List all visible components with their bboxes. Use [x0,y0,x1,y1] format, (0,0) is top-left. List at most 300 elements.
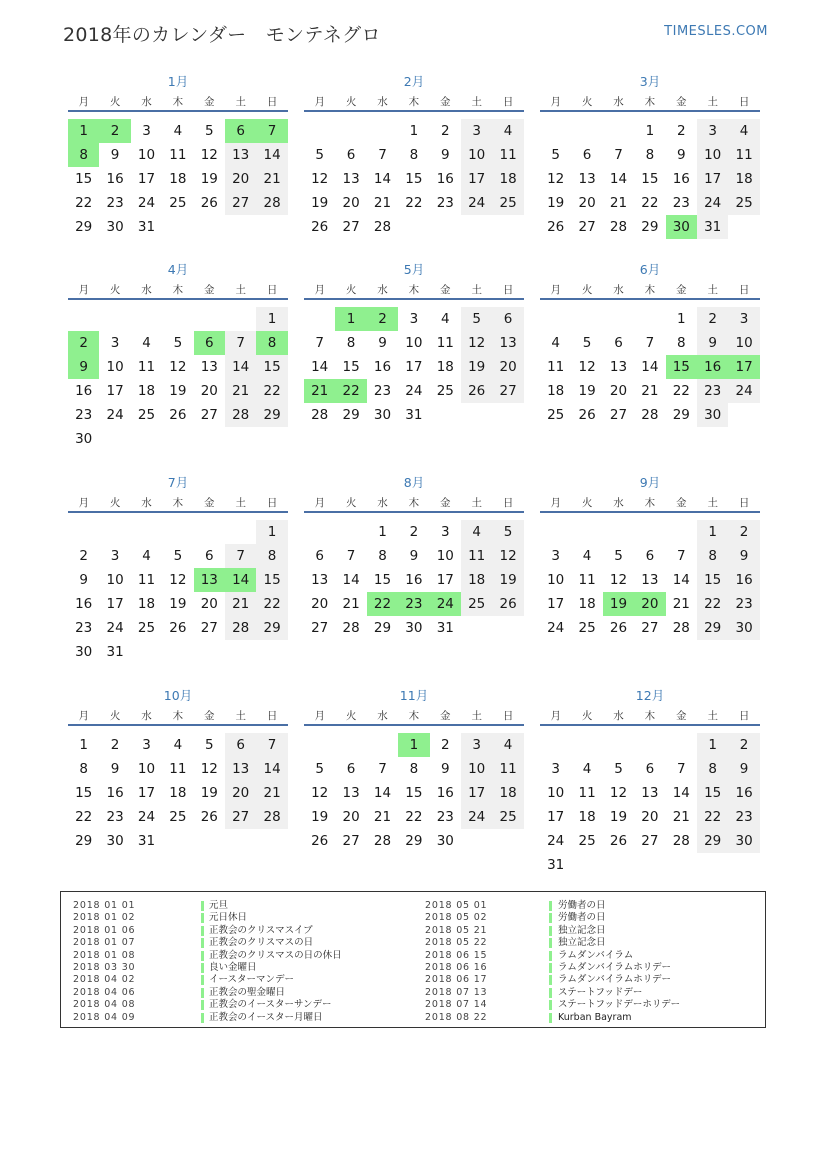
calendar-day: 24 [405,383,423,399]
calendar-day: 5 [492,520,523,544]
weekday-label: 土 [471,96,482,108]
calendar-day: 2 [110,737,120,753]
calendar-day: 31 [436,620,454,636]
calendar-day: 26 [609,833,628,849]
calendar-day: 3 [142,737,151,753]
calendar-day: 17 [137,171,156,187]
holiday-row [425,1012,755,1024]
calendar-day: 2 [79,548,88,564]
weekday-label: 日 [266,284,278,296]
weekday-label: 土 [707,710,718,722]
calendar-day: 19 [169,383,187,399]
weekday-label: 水 [613,497,624,509]
calendar-day: 5 [614,548,623,564]
calendar-day: 22 [405,809,423,825]
calendar-day: 3 [461,733,492,757]
calendar-day: 16 [436,171,454,187]
holiday-marker [549,988,552,998]
calendar-day: 23 [728,805,759,829]
calendar-day: 19 [609,809,628,825]
calendar-day: 19 [311,809,329,825]
calendar-day: 5 [582,335,592,351]
calendar-day: 16 [373,359,392,375]
calendar-day: 25 [578,620,596,636]
calendar-day: 13 [311,572,329,588]
calendar-day: 1 [409,123,419,139]
month-1 [68,72,288,272]
calendar-day: 10 [547,785,565,801]
calendar-day: 1 [697,733,728,757]
holiday-list [60,891,766,1028]
calendar-day: 25 [547,407,565,423]
holiday-row [425,925,755,937]
weekday-label: 月 [550,710,561,722]
holiday-marker [549,951,552,961]
calendar-day: 18 [492,781,523,805]
weekday-label: 木 [408,710,420,722]
calendar-day: 11 [578,572,596,588]
calendar-day: 3 [728,307,759,331]
calendar-day: 24 [728,379,759,403]
calendar-day: 28 [256,805,287,829]
month-9 [540,473,760,673]
holiday-day: 23 [398,592,429,616]
weekday-label: 木 [408,497,420,509]
weekday-label: 水 [613,284,624,296]
holiday-marker [201,926,204,936]
calendar-day: 6 [614,335,623,351]
calendar-day: 7 [676,761,686,777]
calendar-day: 29 [373,620,392,636]
calendar-day: 11 [547,359,565,375]
calendar-day: 15 [405,785,423,801]
calendar-day: 5 [204,123,214,139]
calendar-day: 25 [169,195,187,211]
calendar-day: 15 [75,171,93,187]
weekday-label: 金 [676,284,687,296]
calendar-day: 7 [225,544,256,568]
holiday-name: 元日休日 [209,912,248,924]
weekday-label: 日 [266,96,278,108]
calendar-day: 10 [697,143,728,167]
calendar-day: 28 [672,620,690,636]
calendar-day: 5 [461,307,492,331]
calendar-day: 15 [641,171,659,187]
holiday-day: 22 [335,379,366,403]
calendar-day: 25 [436,383,454,399]
weekday-label: 水 [613,710,624,722]
calendar-day: 24 [106,407,124,423]
calendar-day: 7 [346,548,356,564]
calendar-day: 8 [346,335,356,351]
month-name: 7月 [167,475,189,490]
holiday-day: 24 [430,592,461,616]
weekday-label: 木 [644,96,656,108]
calendar-day: 24 [461,805,492,829]
holiday-marker [549,963,552,973]
calendar-day: 31 [137,219,156,235]
weekday-label: 日 [738,96,750,108]
holiday-marker [201,963,204,973]
calendar-day: 28 [342,620,360,636]
calendar-day: 6 [346,761,356,777]
calendar-day: 14 [672,572,690,588]
calendar-day: 31 [547,857,565,873]
calendar-day: 30 [728,829,759,853]
calendar-day: 8 [409,761,419,777]
calendar-day: 8 [256,544,287,568]
calendar-day: 5 [173,335,183,351]
holiday-marker [201,975,204,985]
calendar-day: 10 [547,572,565,588]
weekday-rule [68,724,288,726]
calendar-day: 15 [697,568,728,592]
calendar-day: 10 [728,331,759,355]
calendar-day: 11 [728,143,759,167]
calendar-day: 18 [547,383,565,399]
calendar-day: 14 [373,785,392,801]
calendar-day: 10 [461,143,492,167]
calendar-day: 28 [311,407,329,423]
weekday-label: 日 [502,497,514,509]
holiday-marker [549,901,552,911]
calendar-day: 12 [311,785,329,801]
weekday-rule [304,724,524,726]
holiday-day: 15 [666,355,697,379]
calendar-day: 27 [311,620,329,636]
holiday-name: ラムダンバイラム [558,949,634,961]
calendar-day: 14 [672,785,690,801]
holiday-date: 2018 01 06 [73,924,136,936]
holiday-marker [201,951,204,961]
calendar-day: 11 [436,335,454,351]
calendar-day: 11 [492,757,523,781]
weekday-label: 土 [471,497,482,509]
holiday-date: 2018 04 06 [73,986,136,998]
holiday-date: 2018 07 13 [425,986,488,998]
holiday-row [425,937,755,949]
weekday-label: 月 [314,96,325,108]
calendar-day: 27 [641,833,659,849]
calendar-day: 21 [609,195,628,211]
month-name: 2月 [403,74,425,89]
calendar-day: 10 [137,761,156,777]
calendar-day: 11 [137,572,156,588]
calendar-day: 9 [440,761,450,777]
brand-logo[interactable]: TIMESLES.COM [664,24,768,39]
calendar-day: 29 [256,403,287,427]
holiday-day: 1 [335,307,366,331]
holiday-marker [549,926,552,936]
calendar-day: 31 [106,644,124,660]
calendar-day: 19 [169,596,187,612]
calendar-day: 4 [582,761,592,777]
weekday-label: 水 [141,497,152,509]
weekday-label: 金 [440,497,451,509]
calendar-day: 27 [225,191,256,215]
calendar-day: 10 [137,147,156,163]
calendar-day: 21 [256,167,287,191]
weekday-label: 金 [440,710,451,722]
calendar-day: 26 [200,195,218,211]
holiday-row [73,987,403,999]
holiday-marker [549,913,552,923]
calendar-day: 26 [169,620,187,636]
calendar-day: 25 [728,191,759,215]
holiday-row [425,987,755,999]
calendar-day: 8 [697,544,728,568]
calendar-day: 13 [578,171,596,187]
weekday-rule [540,724,760,726]
calendar-day: 29 [697,829,728,853]
weekday-label: 月 [78,710,89,722]
calendar-day: 1 [697,520,728,544]
calendar-day: 6 [645,761,655,777]
calendar-day: 16 [436,785,454,801]
calendar-day: 22 [697,805,728,829]
weekday-label: 金 [676,710,687,722]
calendar-day: 14 [225,355,256,379]
calendar-day: 22 [405,195,423,211]
calendar-day: 23 [436,195,454,211]
holiday-date: 2018 05 01 [425,900,488,911]
calendar-day: 8 [79,761,88,777]
calendar-day: 29 [342,407,360,423]
calendar-day: 28 [225,616,256,640]
holiday-day: 13 [194,568,225,592]
calendar-day: 3 [110,335,120,351]
weekday-label: 木 [644,497,656,509]
holiday-day: 16 [697,355,728,379]
calendar-day: 26 [609,620,628,636]
weekday-label: 火 [109,710,121,722]
month-name: 1月 [167,74,189,89]
weekday-label: 土 [235,497,246,509]
calendar-day: 27 [609,407,628,423]
holiday-day: 1 [398,733,429,757]
holiday-row [425,999,755,1011]
calendar-day: 30 [405,620,423,636]
calendar-day: 5 [551,147,560,163]
calendar-day: 22 [697,592,728,616]
calendar-day: 8 [697,757,728,781]
calendar-day: 7 [676,548,686,564]
weekday-label: 金 [676,96,687,108]
calendar-day: 28 [641,407,659,423]
holiday-day: 2 [99,119,130,143]
calendar-day: 9 [110,147,120,163]
calendar-day: 21 [373,195,392,211]
weekday-label: 水 [377,710,388,722]
calendar-day: 9 [697,331,728,355]
weekday-label: 月 [78,96,89,108]
weekday-label: 水 [377,96,388,108]
month-8 [304,473,524,673]
holiday-name: 正教会のイースター月曜日 [209,1011,323,1023]
weekday-label: 水 [377,284,388,296]
calendar-day: 21 [672,809,690,825]
calendar-day: 25 [578,833,596,849]
holiday-row [73,900,403,912]
calendar-day: 23 [697,379,728,403]
calendar-day: 2 [409,524,419,540]
calendar-day: 21 [672,596,690,612]
calendar-day: 25 [169,809,187,825]
calendar-day: 12 [578,359,596,375]
calendar-day: 30 [373,407,392,423]
holiday-marker [201,1000,204,1010]
calendar-day: 3 [110,548,120,564]
holiday-day: 8 [256,331,287,355]
calendar-day: 9 [378,335,387,351]
calendar-day: 20 [311,596,329,612]
weekday-label: 金 [440,284,451,296]
calendar-day: 18 [169,171,187,187]
calendar-day: 11 [492,143,523,167]
holiday-marker [549,1000,552,1010]
holiday-marker [201,913,204,923]
calendar-day: 26 [311,219,329,235]
calendar-day: 12 [461,331,492,355]
calendar-day: 29 [256,616,287,640]
calendar-day: 17 [106,596,124,612]
calendar-day: 30 [75,431,93,447]
holiday-marker [201,988,204,998]
holiday-name: 正教会のクリスマスの日の休日 [209,949,342,961]
calendar-day: 13 [342,785,360,801]
weekday-label: 火 [109,96,121,108]
calendar-day: 19 [461,355,492,379]
holiday-name: 独立記念日 [558,937,606,949]
weekday-label: 日 [738,710,750,722]
calendar-day: 1 [645,123,655,139]
calendar-day: 18 [461,568,492,592]
calendar-day: 23 [373,383,392,399]
calendar-day: 18 [137,383,156,399]
calendar-day: 21 [641,383,659,399]
holiday-date: 2018 03 30 [73,961,136,973]
holiday-name: 良い金曜日 [209,961,257,973]
calendar-day: 4 [173,123,183,139]
holiday-day: 17 [728,355,759,379]
calendar-day: 13 [609,359,628,375]
calendar-day: 12 [200,761,218,777]
calendar-day: 20 [342,195,360,211]
weekday-label: 火 [345,710,357,722]
weekday-label: 土 [235,96,246,108]
calendar-day: 12 [547,171,565,187]
weekday-label: 土 [235,710,246,722]
calendar-day: 25 [137,620,156,636]
calendar-day: 21 [225,379,256,403]
holiday-name: ステートフッドデーホリデー [558,999,681,1011]
calendar-day: 7 [645,335,655,351]
holiday-day: 30 [666,215,697,239]
calendar-day: 28 [609,219,628,235]
holiday-marker [549,938,552,948]
month-name: 3月 [639,74,661,89]
weekday-label: 月 [314,497,325,509]
calendar-day: 7 [256,733,287,757]
holiday-name: 元旦 [209,900,229,911]
holiday-name: 正教会のイースターサンデー [209,999,332,1011]
holiday-date: 2018 01 02 [73,912,136,924]
weekday-label: 水 [613,96,624,108]
calendar-day: 13 [641,785,659,801]
calendar-day: 13 [492,331,523,355]
calendar-day: 10 [106,359,124,375]
calendar-day: 6 [315,548,324,564]
calendar-day: 18 [436,359,454,375]
calendar-day: 25 [492,805,523,829]
weekday-label: 土 [707,96,718,108]
weekday-label: 火 [345,497,357,509]
weekday-label: 金 [204,96,215,108]
calendar-day: 19 [547,195,565,211]
holiday-day: 2 [367,307,398,331]
weekday-label: 土 [471,710,482,722]
calendar-day: 16 [672,171,690,187]
holiday-date: 2018 06 15 [425,949,488,961]
weekday-rule [540,110,760,112]
holiday-day: 7 [256,119,287,143]
calendar-day: 24 [137,809,156,825]
calendar-day: 22 [256,379,287,403]
holiday-row [73,950,403,962]
month-4 [68,260,288,460]
calendar-day: 4 [173,737,183,753]
calendar-day: 1 [256,307,287,331]
holiday-day: 19 [603,592,634,616]
calendar-day: 18 [578,596,596,612]
calendar-day: 19 [311,195,329,211]
holiday-name: 労働者の日 [558,912,606,924]
calendar-day: 10 [405,335,423,351]
calendar-day: 25 [461,592,492,616]
calendar-day: 8 [378,548,387,564]
calendar-day: 15 [342,359,360,375]
weekday-label: 木 [644,710,656,722]
page-title: 2018年のカレンダー モンテネグロ [63,24,381,46]
calendar-day: 27 [200,407,218,423]
calendar-day: 20 [225,167,256,191]
calendar-day: 4 [492,733,523,757]
month-10 [68,686,288,886]
calendar-day: 2 [728,520,759,544]
calendar-day: 28 [672,833,690,849]
holiday-name: ステートフッドデー [558,986,643,998]
holiday-name: 正教会のクリスマスイブ [209,924,313,936]
holiday-date: 2018 01 01 [73,900,136,911]
weekday-label: 月 [550,497,561,509]
month-6 [540,260,760,460]
calendar-day: 11 [578,785,596,801]
calendar-day: 9 [728,544,759,568]
holiday-date: 2018 05 21 [425,924,488,936]
month-12 [540,686,760,886]
holiday-row [73,937,403,949]
calendar-day: 12 [492,544,523,568]
calendar-day: 18 [492,167,523,191]
weekday-rule [68,110,288,112]
month-name: 5月 [403,262,425,277]
calendar-day: 17 [436,572,454,588]
calendar-day: 3 [142,123,151,139]
calendar-day: 16 [728,568,759,592]
holiday-date: 2018 07 14 [425,999,488,1011]
calendar-day: 4 [551,335,560,351]
calendar-day: 31 [137,833,156,849]
